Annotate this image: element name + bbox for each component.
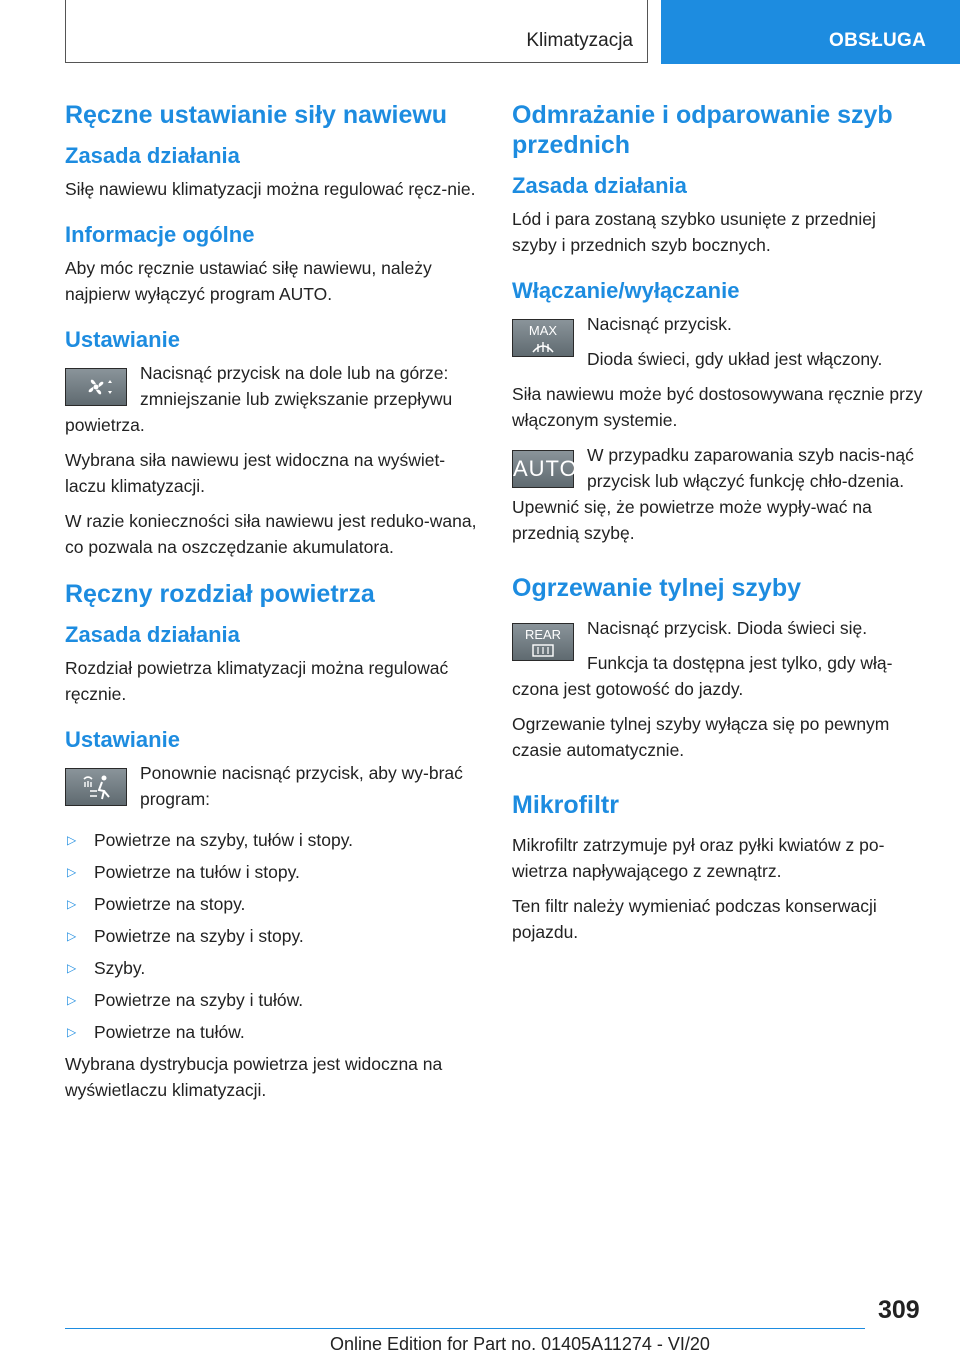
list-item: ▷ Powietrze na stopy. [65, 891, 477, 917]
max-button-block [512, 311, 924, 381]
paragraph: Dioda świeci, gdy układ jest włączony. [587, 349, 883, 369]
triangle-bullet-icon: ▷ [67, 897, 77, 911]
paragraph: W razie konieczności siła nawiewu jest reduko-wana, co pozwala na oszczędzanie akumulatora. [65, 511, 477, 557]
header-section-title: Klimatyzacja [526, 30, 633, 51]
rear-label: REAR [524, 627, 562, 642]
right-column [512, 100, 924, 954]
list-item: ▷ Powietrze na szyby i stopy. [65, 923, 477, 949]
windshield-heat-icon [513, 338, 573, 356]
paragraph: Ponownie nacisnąć przycisk, aby wy-brać program: [140, 763, 463, 809]
subheading-principle: Zasada działania [65, 143, 240, 168]
page-number: 309 [878, 1296, 920, 1324]
triangle-bullet-icon: ▷ [67, 833, 77, 847]
footer-edition: Online Edition for Part no. 01405A11274 - VI/20 [330, 1334, 710, 1354]
subheading-onoff: Włączanie/wyłączanie [512, 278, 740, 303]
header-tab-label: OBSŁUGA [829, 30, 927, 51]
triangle-bullet-icon: ▷ [67, 1025, 77, 1039]
list-item: ▷ Powietrze na tułów. [65, 1019, 477, 1045]
fan-button-icon [65, 368, 127, 406]
list-item: ▷ Powietrze na szyby i tułów. [65, 987, 477, 1013]
paragraph: Ogrzewanie tylnej szyby wyłącza się po pewnym czasie automatycznie. [512, 714, 890, 760]
heading-microfilter: Mikrofiltr [512, 791, 619, 819]
paragraph: Wybrana dystrybucja powietrza jest widoczna na wyświetlaczu klimatyzacji. [65, 1054, 443, 1100]
rear-window-heat-icon [513, 642, 573, 660]
triangle-bullet-icon: ▷ [67, 865, 77, 879]
fan-button-block [65, 360, 477, 447]
auto-label: AUTO [513, 456, 578, 481]
auto-button-block [512, 442, 924, 555]
paragraph: Lód i para zostaną szybko usunięte z przedniej szyby i przednich szyb bocznych. [512, 209, 876, 255]
list-item: ▷ Szyby. [65, 955, 477, 981]
fan-icon [66, 369, 126, 405]
subheading-general: Informacje ogólne [65, 222, 255, 247]
paragraph: Nacisnąć przycisk. Dioda świeci się. [587, 618, 868, 638]
paragraph: W przypadku zaparowania szyb nacis-nąć przycisk lub włączyć funkcję chło-dzenia. Upewnić się, że powietrze może wypły-wać na przednią szybę. [512, 445, 914, 543]
paragraph: Siłę nawiewu klimatyzacji można regulować ręcz-nie. [65, 179, 476, 199]
heading-manual-fan: Ręczne ustawianie siły nawiewu [65, 101, 448, 129]
subheading-setting: Ustawianie [65, 727, 180, 752]
paragraph: Rozdział powietrza klimatyzacji można regulować ręcznie. [65, 658, 449, 704]
rear-button-block [512, 615, 924, 711]
footer-divider [65, 1328, 865, 1329]
paragraph: Aby móc ręcznie ustawiać siłę nawiewu, należy najpierw wyłączyć program AUTO. [65, 258, 432, 304]
paragraph: Funkcja ta dostępna jest tylko, gdy włą-czona jest gotowość do jazdy. [512, 653, 893, 699]
auto-button-icon [512, 450, 578, 488]
air-distribution-button-icon [65, 768, 127, 806]
list-item: ▷ Powietrze na tułów i stopy. [65, 859, 477, 885]
paragraph: Siła nawiewu może być dostosowywana ręcznie przy włączonym systemie. [512, 384, 923, 430]
heading-defrost: Odmrażanie i odparowanie szyb przednich [512, 101, 893, 159]
heading-rear-heating: Ogrzewanie tylnej szyby [512, 574, 801, 602]
max-defrost-button-icon [512, 319, 574, 357]
paragraph: Ten filtr należy wymieniać podczas konserwacji pojazdu. [512, 896, 877, 942]
triangle-bullet-icon: ▷ [67, 961, 77, 975]
subheading-principle: Zasada działania [512, 173, 687, 198]
rear-defrost-button-icon [512, 623, 574, 661]
paragraph: Nacisnąć przycisk. [587, 314, 732, 334]
subheading-setting: Ustawianie [65, 327, 180, 352]
header-tab[interactable] [661, 0, 960, 64]
triangle-bullet-icon: ▷ [67, 993, 77, 1007]
paragraph: Nacisnąć przycisk na dole lub na górze: zmniejszanie lub zwiększanie przepływu powietrza. [65, 363, 453, 435]
distribution-button-block [65, 760, 477, 821]
paragraph: Mikrofiltr zatrzymuje pył oraz pyłki kwiatów z po-wietrza napływającego z zewnątrz. [512, 835, 885, 881]
left-column [65, 100, 477, 1112]
heading-distribution: Ręczny rozdział powietrza [65, 580, 375, 608]
subheading-principle: Zasada działania [65, 622, 240, 647]
air-distribution-icon [66, 769, 126, 805]
program-list [65, 827, 477, 1045]
max-label: MAX [528, 323, 558, 338]
list-item: ▷ Powietrze na szyby, tułów i stopy. [65, 827, 477, 853]
paragraph: Wybrana siła nawiewu jest widoczna na wyświet-laczu klimatyzacji. [65, 450, 446, 496]
triangle-bullet-icon: ▷ [67, 929, 77, 943]
header-title-box [65, 0, 648, 63]
